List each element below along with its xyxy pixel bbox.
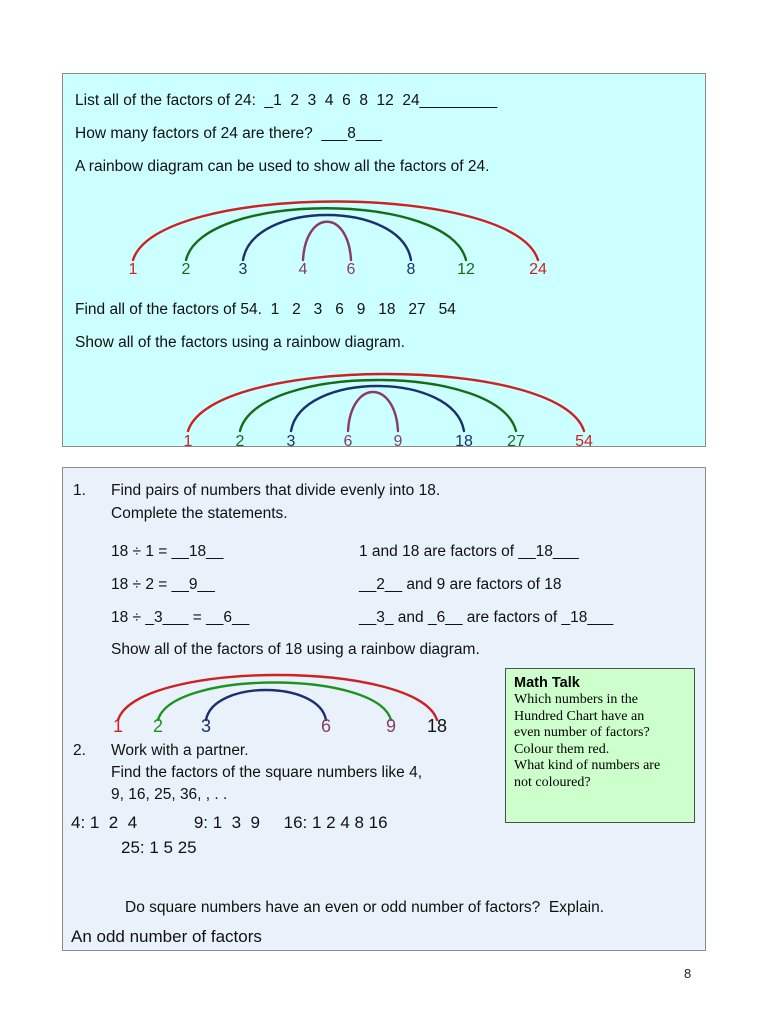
rainbow-label: 18 xyxy=(426,716,448,736)
statement-3-left: 18 ÷ _3___ = __6__ xyxy=(111,609,250,626)
math-talk-line: Hundred Chart have an xyxy=(514,708,645,724)
question-1-line-1: Find pairs of numbers that divide evenly into 18. xyxy=(111,482,441,499)
show-rainbow-18-line: Show all of the factors of 18 using a rainbow diagram. xyxy=(111,641,480,658)
final-question-line: Do square numbers have an even or odd number of factors? Explain. xyxy=(125,899,605,916)
math-talk-body xyxy=(514,692,687,791)
rainbow-label: 24 xyxy=(529,261,547,278)
rainbow-label: 1 xyxy=(128,261,138,278)
list-factors-24-line: List all of the factors of 24: _1 2 3 4 6 8 12 24_________ xyxy=(75,92,498,109)
rainbow-label: 9 xyxy=(393,433,403,450)
rainbow-label: 12 xyxy=(457,261,475,278)
math-talk-line: Which numbers in the xyxy=(514,692,639,708)
rainbow-label: 8 xyxy=(406,261,416,278)
math-talk-line: even number of factors? xyxy=(514,725,650,741)
statement-1-left: 18 ÷ 1 = __18__ xyxy=(111,543,224,560)
rainbow-label: 9 xyxy=(385,716,397,736)
answers-line-1: 4: 1 2 4 9: 1 3 9 16: 1 2 4 8 16 xyxy=(71,813,388,832)
math-talk-line: What kind of numbers are xyxy=(514,758,661,774)
math-talk-line: not coloured? xyxy=(514,774,591,790)
question-2-line-1: Work with a partner. xyxy=(111,742,249,759)
factors-of-24-panel xyxy=(62,73,706,450)
math-talk-title: Math Talk xyxy=(514,675,580,691)
rainbow-label: 54 xyxy=(575,433,593,450)
rainbow-label: 18 xyxy=(455,433,473,450)
statement-3-right: __3_ and _6__ are factors of _18___ xyxy=(359,609,614,626)
find-factors-54-line: Find all of the factors of 54. 1 2 3 6 9 18 27 54 xyxy=(75,301,456,318)
answers-line-2: 25: 1 5 25 xyxy=(121,838,197,857)
rainbow-arcs xyxy=(63,355,707,433)
rainbow-label: 2 xyxy=(152,716,164,736)
rainbow-label: 6 xyxy=(346,261,356,278)
rainbow-intro-line: A rainbow diagram can be used to show all the factors of 24. xyxy=(75,158,490,175)
rainbow-diagram-54 xyxy=(63,74,705,450)
rainbow-arc xyxy=(240,380,516,431)
final-answer-line: An odd number of factors xyxy=(71,927,262,946)
rainbow-label: 2 xyxy=(235,433,245,450)
question-2-number: 2. xyxy=(73,742,86,759)
show-rainbow-54-line: Show all of the factors using a rainbow diagram. xyxy=(75,334,405,351)
rainbow-label: 6 xyxy=(320,716,332,736)
rainbow-label: 1 xyxy=(183,433,193,450)
math-talk-line: Colour them red. xyxy=(514,741,610,757)
rainbow-arc xyxy=(158,683,391,721)
page-number: 8 xyxy=(684,966,692,981)
rainbow-label: 4 xyxy=(298,261,308,278)
rainbow-label: 1 xyxy=(112,716,124,736)
rainbow-arc xyxy=(206,690,326,720)
question-1-number: 1. xyxy=(73,482,86,499)
statement-2-left: 18 ÷ 2 = __9__ xyxy=(111,576,215,593)
rainbow-arc xyxy=(348,392,398,431)
statement-1-right: 1 and 18 are factors of __18___ xyxy=(359,543,579,560)
rainbow-label: 3 xyxy=(200,716,212,736)
question-2-line-2: Find the factors of the square numbers like 4, xyxy=(111,764,423,781)
rainbow-arc xyxy=(188,374,584,431)
rainbow-label: 6 xyxy=(343,433,353,450)
rainbow-label: 2 xyxy=(181,261,191,278)
math-talk-box xyxy=(505,668,695,823)
question-1-line-2: Complete the statements. xyxy=(111,505,288,522)
how-many-factors-24-line: How many factors of 24 are there? ___8___ xyxy=(75,125,382,142)
rainbow-label: 3 xyxy=(286,433,296,450)
question-2-line-3: 9, 16, 25, 36, , . . xyxy=(111,786,228,803)
rainbow-label: 27 xyxy=(507,433,525,450)
rainbow-label: 3 xyxy=(238,261,248,278)
statement-2-right: __2__ and 9 are factors of 18 xyxy=(359,576,562,593)
